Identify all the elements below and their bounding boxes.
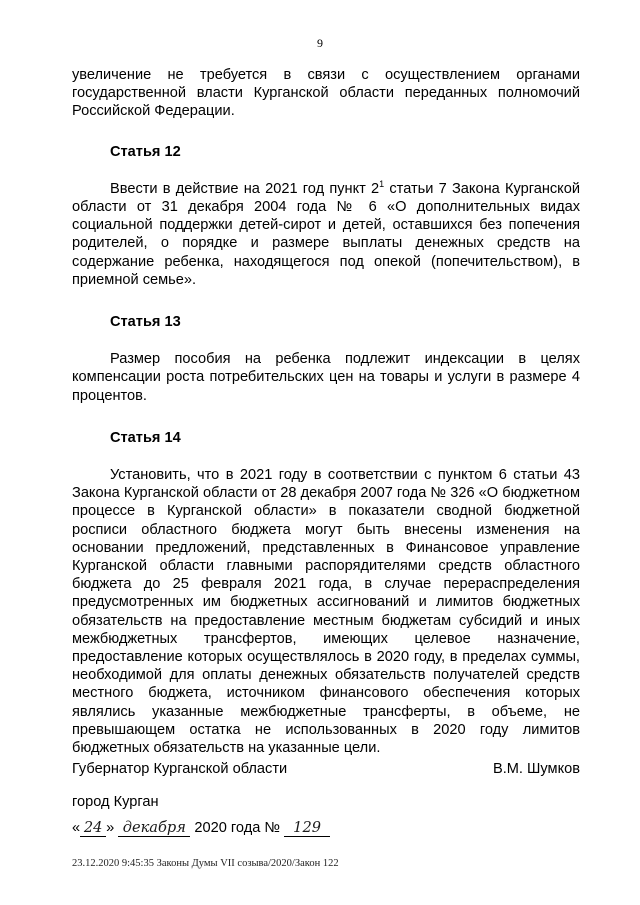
year-text: 2020 года №	[194, 820, 281, 836]
handwritten-day: 24	[80, 820, 106, 837]
article-14-heading: Статья 14	[110, 429, 181, 446]
page-number: 9	[317, 36, 323, 50]
paragraph-continued: увеличение не требуется в связи с осуществлением органами государственной власти Курганской области переданных полномочий Российской Федерации.	[72, 67, 580, 120]
signatory-title: Губернатор Курганской области	[72, 761, 288, 777]
article-12-heading: Статья 12	[110, 143, 181, 160]
signature-row	[72, 761, 580, 777]
date-line	[72, 820, 330, 837]
handwritten-month: декабря	[118, 820, 190, 837]
article-12-text-end: статьи 7 Закона Курганской области от 31 декабря 2004 года № 6 «О дополнительных видах социальной поддержки детей-сирот и детей, оставшихся без попечения родителей, о порядке и размере выплаты денежных средств на содержание ребенка, находящегося под опекой (попечительством), в приемной семье».	[72, 180, 580, 288]
city: город Курган	[72, 794, 159, 810]
signatory-name: В.М. Шумков	[492, 761, 580, 777]
footer-stamp: 23.12.2020 9:45:35 Законы Думы VII созыва/2020/Закон 122	[72, 858, 339, 869]
article-12-text	[72, 180, 580, 289]
document-body	[72, 66, 580, 757]
article-14-text: Установить, что в 2021 году в соответствии с пунктом 6 статьи 43 Закона Курганской области от 28 декабря 2007 года № 326 «О бюджетном процессе в Курганской области» в показатели сводной бюджетной росписи областного бюджета могут быть внесены изменения на основании предложений, представленных в Финансовое управление Курганской области главными распорядителями средств областного бюджета до 25 февраля 2021 года, в случае перераспределения предусмотренных им бюджетных ассигнований и лимитов бюджетных обязательств на предоставление местным бюджетам субсидий и иных межбюджетных трансфертов, имеющих целевое назначение, предоставление которых осуществлялось в 2020 году, в пределах суммы, необходимой для оплаты денежных обязательств получателей средств местного бюджета, источником финансового обеспечения которых являлись указанные межбюджетные трансферты, в объеме, не превышающем остатка не использованных в 2020 году лимитов бюджетных обязательств на указанные цели.	[72, 467, 580, 757]
open-quote: «	[72, 820, 81, 836]
article-13-text: Размер пособия на ребенка подлежит индексации в целях компенсации роста потребительских цен на товары и услуги в размере 4 процентов.	[72, 351, 580, 404]
close-quote: »	[106, 820, 115, 836]
handwritten-number: 129	[284, 820, 330, 837]
article-13-heading: Статья 13	[110, 314, 181, 331]
article-12-text-start: Ввести в действие на 2021 год пункт 2	[110, 180, 380, 197]
superscript: 1	[379, 178, 385, 189]
